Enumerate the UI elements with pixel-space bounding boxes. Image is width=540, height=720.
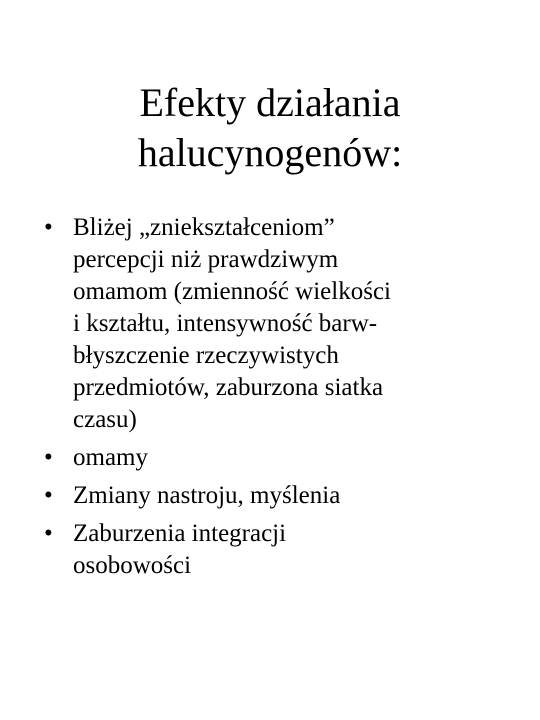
bullet-line: percepcji niż prawdziwym [73,246,339,273]
bullet-line: przedmiotów, zaburzona siatka [73,374,384,401]
bullet-line: błyszczenie rzeczywistych [73,342,339,369]
bullet-icon: • [44,444,53,471]
bullet-line: omamom (zmienność wielkości [73,278,391,305]
bullet-line: i kształtu, intensywność barw- [73,310,378,337]
bullet-text [73,480,524,512]
bullet-text [73,442,524,474]
bullet-text [73,518,524,582]
bullet-item [44,442,524,474]
bullet-line: czasu) [73,406,137,433]
bullet-item [44,480,524,512]
slide-title [60,78,480,178]
bullet-line: Zmiany nastroju, myślenia [73,482,341,509]
slide-title-line: halucynogenów: [137,130,403,175]
bullet-text [73,212,524,436]
bullet-line: Zaburzenia integracji [73,520,287,547]
bullet-icon: • [44,214,53,241]
bullet-line: omamy [73,444,148,471]
bullet-icon: • [44,520,53,547]
bullet-icon: • [44,482,53,509]
bullet-line: osobowości [73,552,192,579]
bullet-item [44,212,524,436]
bullet-list [44,212,524,588]
slide-title-line: Efekty działania [139,80,401,125]
bullet-line: Bliżej „zniekształceniom” [73,214,335,241]
bullet-item [44,518,524,582]
